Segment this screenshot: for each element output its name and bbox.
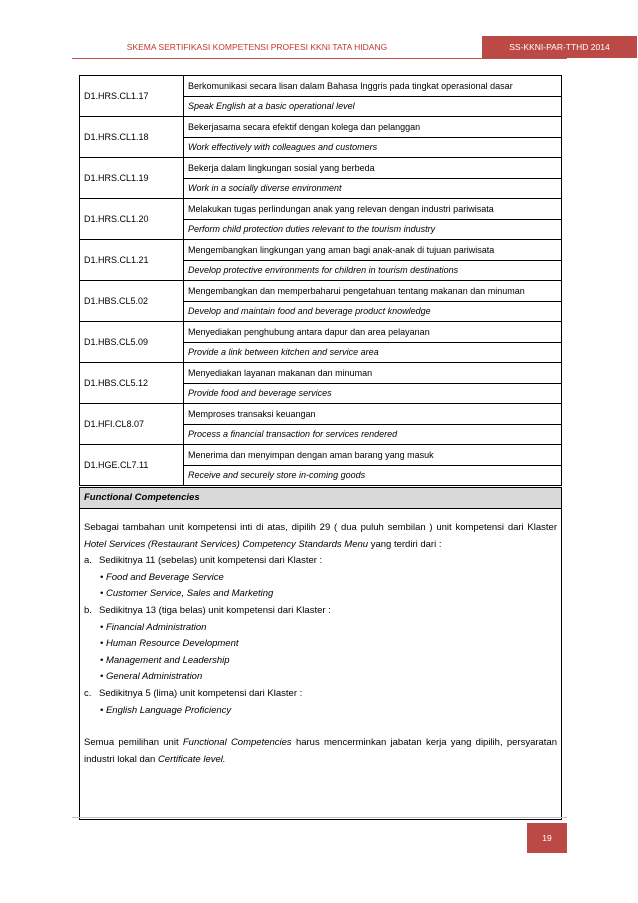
table-row xyxy=(80,199,562,220)
cluster-item: • Food and Beverage Service xyxy=(100,571,224,583)
list-item xyxy=(84,553,557,570)
unit-title-id: Menerima dan menyimpan dengan aman barang yang masuk xyxy=(184,445,562,466)
footer-rule xyxy=(72,817,567,818)
list-text: Sedikitnya 11 (sebelas) unit kompetensi dari Klaster : xyxy=(99,555,323,567)
page-header xyxy=(72,36,610,60)
intro-tail: yang terdiri dari : xyxy=(368,538,442,550)
list-letter: a. xyxy=(84,555,92,567)
document-code-badge: SS-KKNI-PAR-TTHD 2014 xyxy=(482,36,637,58)
page-footer xyxy=(72,817,567,857)
unit-title-id: Bekerjasama secara efektif dengan kolega dan pelanggan xyxy=(184,117,562,138)
table-row xyxy=(80,281,562,302)
unit-code: D1.HRS.CL1.21 xyxy=(80,240,184,281)
unit-title-en: Speak English at a basic operational level xyxy=(184,96,562,117)
list-text: Sedikitnya 13 (tiga belas) unit kompetensi dari Klaster : xyxy=(99,604,331,616)
unit-title-en: Perform child protection duties relevant to the tourism industry xyxy=(184,219,562,240)
unit-code: D1.HRS.CL1.19 xyxy=(80,158,184,199)
unit-title-en: Provide a link between kitchen and service area xyxy=(184,342,562,363)
closing-text: Semua pemilihan unit xyxy=(84,737,183,749)
table-row xyxy=(80,445,562,466)
unit-title-en: Develop protective environments for children in tourism destinations xyxy=(184,260,562,281)
unit-title-en: Work in a socially diverse environment xyxy=(184,178,562,199)
unit-title-id: Memproses transaksi keuangan xyxy=(184,404,562,425)
cluster-item: • Customer Service, Sales and Marketing xyxy=(100,588,274,600)
closing-text-mid: harus mencerminkan jabatan kerja yang dipilih, persyaratan industri lokal dan xyxy=(84,737,558,765)
unit-title-en: Process a financial transaction for services rendered xyxy=(184,424,562,445)
intro-paragraph xyxy=(84,520,557,553)
table-row xyxy=(80,363,562,384)
table-row xyxy=(80,117,562,138)
cluster-item: • Management and Leadership xyxy=(100,654,230,666)
table-row xyxy=(80,158,562,179)
document-title: SKEMA SERTIFIKASI KOMPETENSI PROFESI KKNI TATA HIDANG xyxy=(126,42,388,52)
list-letter: c. xyxy=(84,687,92,699)
unit-code: D1.HBS.CL5.02 xyxy=(80,281,184,322)
cluster-item: • Financial Administration xyxy=(100,621,207,633)
unit-title-en: Receive and securely store in-coming goods xyxy=(184,465,562,486)
functional-competencies-body xyxy=(80,509,561,768)
cluster-item: • English Language Proficiency xyxy=(100,704,232,716)
table-row xyxy=(80,404,562,425)
closing-term: Functional Competencies xyxy=(182,737,292,749)
cluster-item: • Human Resource Development xyxy=(100,638,239,650)
competency-units-table xyxy=(79,75,562,486)
list-item xyxy=(84,686,557,703)
intro-menu-name: Hotel Services (Restaurant Services) Competency Standards Menu xyxy=(84,538,369,550)
closing-certificate: Certificate level. xyxy=(157,753,226,765)
unit-code: D1.HBS.CL5.12 xyxy=(80,363,184,404)
unit-code: D1.HGE.CL7.11 xyxy=(80,445,184,486)
unit-title-id: Berkomunikasi secara lisan dalam Bahasa Inggris pada tingkat operasional dasar xyxy=(184,76,562,97)
unit-title-id: Menyediakan penghubung antara dapur dan area pelayanan xyxy=(184,322,562,343)
table-row xyxy=(80,76,562,97)
functional-competencies-box xyxy=(79,487,562,820)
cluster-item: • General Administration xyxy=(100,671,203,683)
unit-title-id: Menyediakan layanan makanan dan minuman xyxy=(184,363,562,384)
unit-code: D1.HFI.CL8.07 xyxy=(80,404,184,445)
unit-title-en: Develop and maintain food and beverage product knowledge xyxy=(184,301,562,322)
table-row xyxy=(80,240,562,261)
list-item xyxy=(84,603,557,620)
list-letter: b. xyxy=(84,604,92,616)
unit-title-en: Provide food and beverage services xyxy=(184,383,562,404)
header-rule xyxy=(72,58,567,59)
functional-competencies-heading: Functional Competencies xyxy=(80,488,561,509)
table-row xyxy=(80,322,562,343)
unit-code: D1.HBS.CL5.09 xyxy=(80,322,184,363)
page-number: 19 xyxy=(527,823,567,853)
unit-code: D1.HRS.CL1.20 xyxy=(80,199,184,240)
intro-text: Sebagai tambahan unit kompetensi inti di atas, dipilih 29 ( dua puluh sembilan ) unit kompetensi dari Klaster xyxy=(84,522,557,533)
unit-title-en: Work effectively with colleagues and customers xyxy=(184,137,562,158)
unit-code: D1.HRS.CL1.17 xyxy=(80,76,184,117)
unit-title-id: Melakukan tugas perlindungan anak yang relevan dengan industri pariwisata xyxy=(184,199,562,220)
list-text: Sedikitnya 5 (lima) unit kompetensi dari Klaster : xyxy=(99,687,303,699)
unit-title-id: Bekerja dalam lingkungan sosial yang berbeda xyxy=(184,158,562,179)
spacer xyxy=(84,719,557,735)
unit-title-id: Mengembangkan lingkungan yang aman bagi anak-anak di tujuan pariwisata xyxy=(184,240,562,261)
closing-paragraph xyxy=(84,735,557,768)
unit-code: D1.HRS.CL1.18 xyxy=(80,117,184,158)
unit-title-id: Mengembangkan dan memperbaharui pengetahuan tentang makanan dan minuman xyxy=(184,281,562,302)
